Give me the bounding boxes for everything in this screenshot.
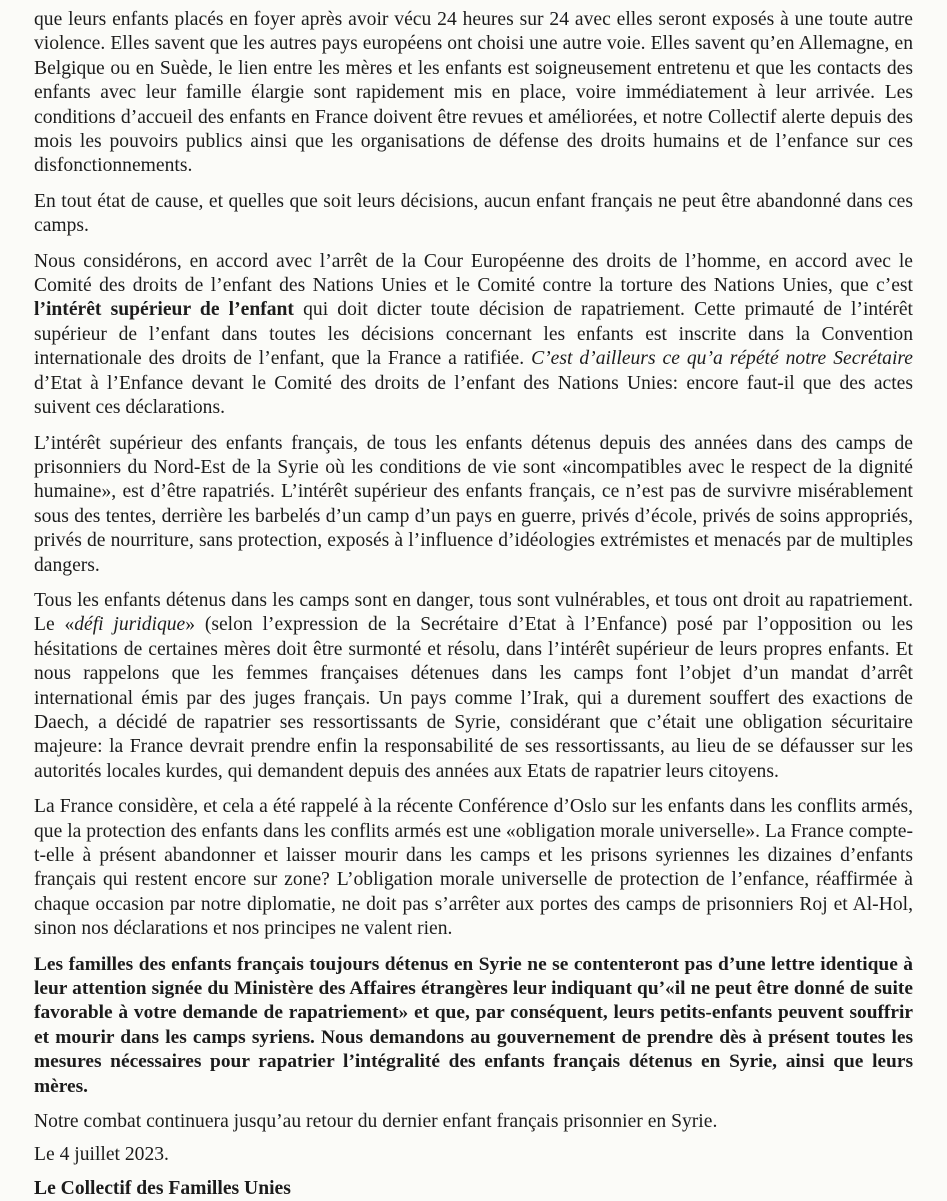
paragraph-3-text-c: qui doit dicter toute décision de rapatriement. Cette primauté de l’intérêt supérieur de l’enfant dans toutes les décisions concernant les enfants est inscrite dans la Convention internationale des droits de l’enfant, que la France a ratifiée. bbox=[34, 299, 913, 370]
document-date: Le 4 juillet 2023. bbox=[34, 1144, 169, 1166]
paragraph-3 bbox=[34, 250, 913, 421]
paragraph-3-text-a: Nous considérons, en accord avec l’arrêt de la Cour Européenne des droits de l’homme, en accord avec le Comité des droits de l’enfant des Nations Unies et le Comité contre la torture des Nations Unies, que c’est bbox=[34, 250, 913, 297]
paragraph-3-text-e: d’Etat à l’Enfance devant le Comité des droits de l’enfant des Nations Unies: encore faut-il que des actes suivent ces déclarations. bbox=[34, 372, 913, 419]
paragraph-7-bold: Les familles des enfants français toujours détenus en Syrie ne se contenteront pas d’une lettre identique à leur attention signée du Ministère des Affaires étrangères leur indiquant qu’«il ne peut être donné de suite favorable à votre demande de rapatriement» et que, par conséquent, leurs petits-enfants peuvent souffrir et mourir dans les camps syriens. Nous demandons au gouvernement de prendre dès à présent toutes les mesures nécessaires pour rapatrier l’intégralité des enfants français détenus en Syrie, ainsi que leurs mères. bbox=[34, 953, 913, 1097]
paragraph-5-italic: défi juridique bbox=[74, 614, 186, 636]
paragraph-5 bbox=[34, 589, 913, 784]
paragraph-6: La France considère, et cela a été rappelé à la récente Conférence d’Oslo sur les enfants dans les conflits armés, que la protection des enfants dans les conflits armés est une «obligation morale universelle». La France compte-t-elle à présent abandonner et laisser mourir dans les camps et les prisons syriennes les dizaines d’enfants français qui restent encore sur zone? L’obligation morale universelle de protection de l’enfance, réaffirmée à chaque occasion par notre diplomatie, ne doit pas s’arrêter aux portes des camps de prisonniers Roj et Al-Hol, sinon nos déclarations et nos principes ne valent rien. bbox=[34, 796, 913, 940]
paragraph-5-text-c: » (selon l’expression de la Secrétaire d’Etat à l’Enfance) posé par l’opposition ou les hésitations de certaines mères doit être surmonté et résolu, dans l’intérêt supérieur de leurs propres enfants. Et nous rappelons que les femmes françaises détenues dans les camps font l’objet d’un mandat d’arrêt international émis par des juges français. Un pays comme l’Irak, qui a durement souffert des exactions de Daech, a décidé de rapatrier ses ressortissants de Syrie, considérant que c’était une obligation sécuritaire majeure: la France devrait prendre enfin la responsabilité de ses ressortissants, au lieu de se défausser sur les autorités locales kurdes, qui demandent depuis des années aux Etats de rapatrier leurs citoyens. bbox=[34, 614, 913, 782]
paragraph-5-text-a: Tous les enfants détenus dans les camps sont en danger, tous sont vulnérables, et tous ont droit au rapatriement. Le « bbox=[34, 589, 913, 636]
paragraph-8: Notre combat continuera jusqu’au retour du dernier enfant français prisonnier en Syrie. bbox=[34, 1111, 718, 1133]
signature-text: Le Collectif des Familles Unies bbox=[34, 1177, 291, 1199]
paragraph-4: L’intérêt supérieur des enfants français, de tous les enfants détenus depuis des années dans des camps de prisonniers du Nord-Est de la Syrie où les conditions de vie sont «incompatibles avec le respect de la dignité humaine», est d’être rapatriés. L’intérêt supérieur des enfants français, ce n’est pas de survivre misérablement sous des tentes, derrière les barbelés d’un camp d’un pays en guerre, privés d’école, privés de soins appropriés, privés de nourriture, sans protection, exposés à l’influence d’idéologies extrémistes et menacés par de multiples dangers. bbox=[34, 432, 913, 576]
paragraph-3-emphasis: l’intérêt supérieur de l’enfant bbox=[34, 299, 294, 321]
paragraph-3-italic: C’est d’ailleurs ce qu’a répété notre Secrétaire bbox=[531, 348, 913, 370]
signature bbox=[34, 1177, 913, 1201]
paragraph-2: En tout état de cause, et quelles que soit leurs décisions, aucun enfant français ne peut être abandonné dans ces camps. bbox=[34, 190, 913, 237]
paragraph-1: que leurs enfants placés en foyer après avoir vécu 24 heures sur 24 avec elles seront exposés à une toute autre violence. Elles savent que les autres pays européens ont choisi une autre voie. Elles savent qu’en Allemagne, en Belgique ou en Suède, le lien entre les mères et les enfants est soigneusement entretenu et que les contacts des enfants avec leur famille élargie sont rapidement mis en place, voire immédiatement à leur arrivée. Les conditions d’accueil des enfants en France doivent être revues et améliorées, et notre Collectif alerte depuis des mois les pouvoirs publics ainsi que les organisations de défense des droits humains et de l’enfance sur ces disfonctionnements. bbox=[34, 9, 913, 177]
